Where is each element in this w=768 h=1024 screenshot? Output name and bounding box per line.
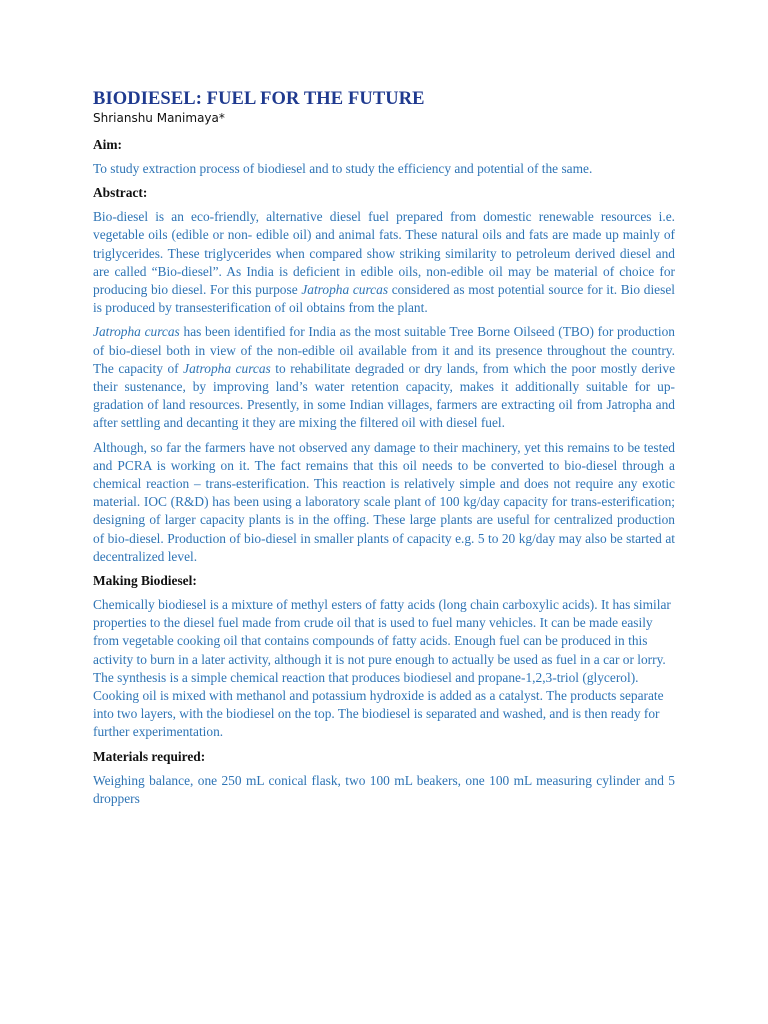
document-title: BIODIESEL: FUEL FOR THE FUTURE <box>93 89 425 109</box>
abstract-paragraph-2: Jatropha curcas has been identified for India as the most suitable Tree Borne Oilseed (TBO) for production of bio-diesel both in view of the non-edible oil available from it and its presence throughout the country. The capacity of Jatropha curcas to rehabilitate degraded or dry lands, from which the poor mostly derive their sustenance, by improving land’s water retention capacity, makes it additionally suitable for up-gradation of land resources. Presently, in some Indian villages, farmers are extracting oil from Jatropha and after settling and decanting it they are mixing the filtered oil with diesel fuel. <box>93 324 676 431</box>
species-name: Jatropha curcas <box>93 324 180 340</box>
document-page <box>93 88 675 808</box>
abstract-paragraph-1: Bio-diesel is an eco-friendly, alternative diesel fuel prepared from domestic renewable resources i.e. vegetable oils (edible or non- edible oil) and animal fats. These natural oils and fats are made up mainly of triglycerides. These triglycerides when compared show striking similarity to petroleum derived diesel and are called “Bio-diesel”. As India is deficient in edible oils, non-edible oil may be material of choice for producing bio diesel. For this purpose Jatropha curcas considered as most potential source for it. Bio diesel is produced by transesterification of oil obtains from the plant. <box>93 209 675 316</box>
species-name: Jatropha curcas <box>183 360 271 376</box>
aim-heading: Aim: <box>93 137 123 152</box>
aim-text: To study extraction process of biodiesel and to study the efficiency and potential of the same. <box>93 161 593 176</box>
abstract-paragraph-3: Although, so far the farmers have not observed any damage to their machinery, yet this remains to be tested and PCRA is working on it. The fact remains that this oil needs to be converted to bio-diesel through a chemical reaction – trans-esterification. This reaction is relatively simple and does not require any exotic material. IOC (R&D) has been using a laboratory scale plant of 100 kg/day capacity for trans-esterification; designing of larger capacity plants is in the offing. These large plants are useful for centralized production of bio-diesel. Production of bio-diesel in smaller plants of capacity e.g. 5 to 20 kg/day may also be started at decentralized level. <box>93 439 675 564</box>
making-biodiesel-text: Chemically biodiesel is a mixture of methyl esters of fatty acids (long chain carboxylic acids). It has similar properties to the diesel fuel made from crude oil that is used to fuel many vehicles. It can be made easily from vegetable cooking oil that contains compounds of fatty acids. Enough fuel can be produced in this activity to burn in a later activity, although it is not pure enough to actually be used as fuel in a car or lorry. The synthesis is a simple chemical reaction that produces biodiesel and propane-1,2,3-triol (glycerol). Cooking oil is mixed with methanol and potassium hydroxide is added as a catalyst. The products separate into two layers, with the biodiesel on the top. The biodiesel is separated and washed, and is then ready for further experimentation. <box>93 597 671 740</box>
materials-heading: Materials required: <box>93 748 206 764</box>
abstract-heading: Abstract: <box>93 185 148 201</box>
materials-text: Weighing balance, one 250 mL conical flask, two 100 mL beakers, one 100 mL measuring cylinder and 5 droppers <box>93 772 675 806</box>
author-line: Shrianshu Manimaya* <box>93 111 225 125</box>
species-name: Jatropha curcas <box>301 282 389 298</box>
making-biodiesel-heading: Making Biodiesel: <box>93 573 197 589</box>
